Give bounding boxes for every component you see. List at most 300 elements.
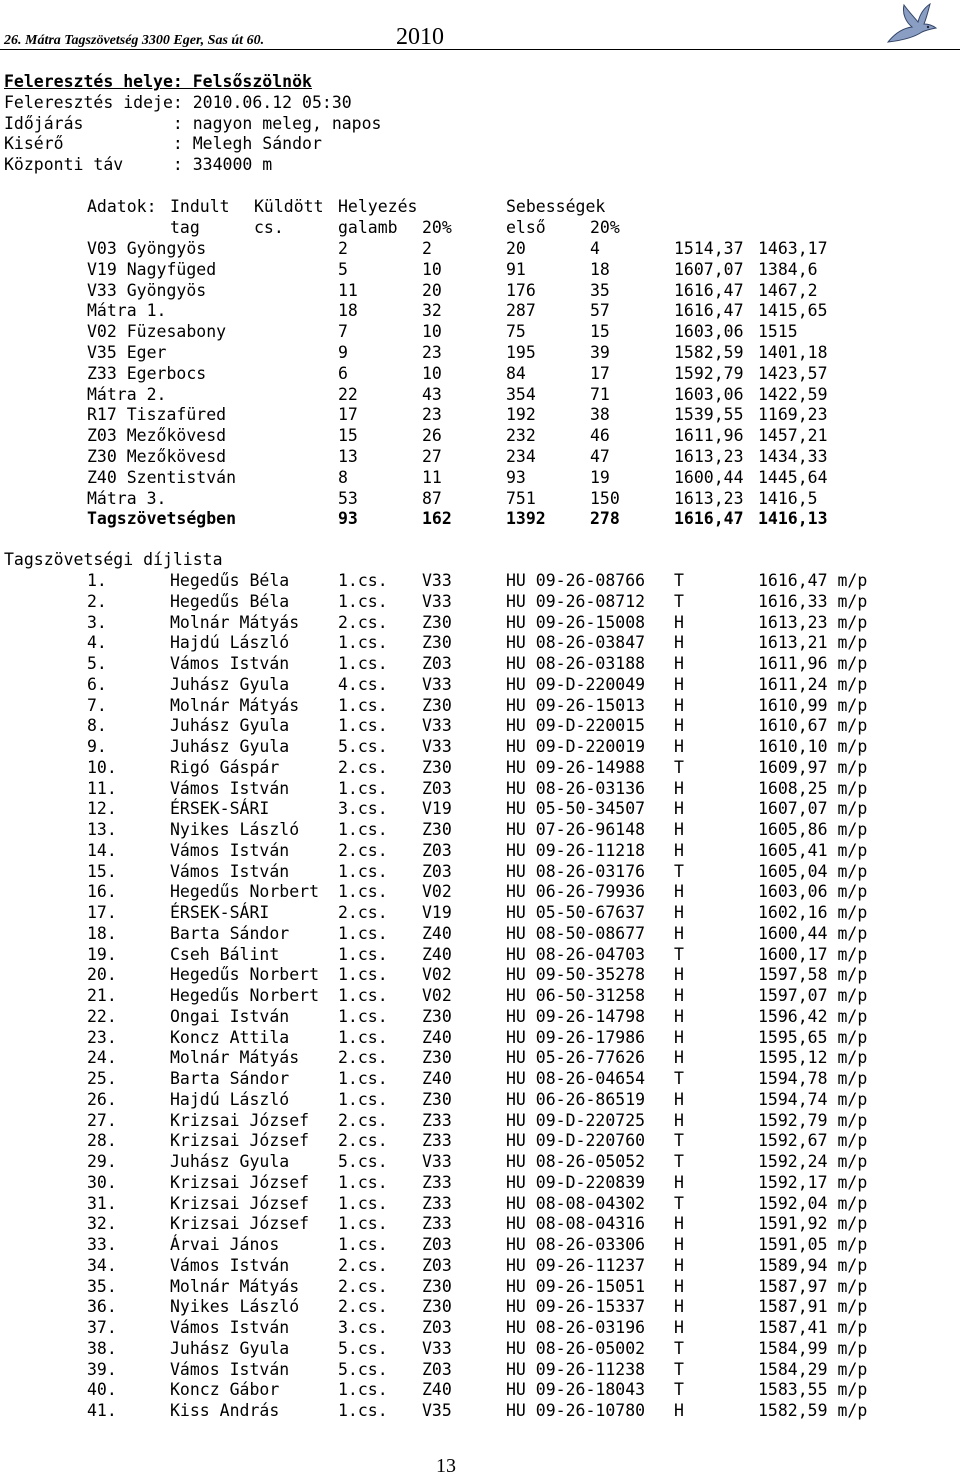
prizelist-cell-cs: 2.cs. [338,903,388,922]
prizelist-cell-rank: 41. [87,1401,117,1420]
prizelist-cell-sex: H [674,1297,684,1317]
prizelist-cell-name: Juhász Gyula [170,674,290,694]
prizelist-cell-sex: T [674,1069,684,1088]
prizelist-cell-club: V33 [422,571,452,590]
prizelist-cell-cs: 2.cs. [338,1048,388,1068]
prizelist-cell-speed: 1610,99 m/p [758,695,868,715]
prizelist-cell-cs: 1.cs. [338,1235,388,1254]
prizelist-cell-speed: 1605,86 m/p [758,820,868,839]
prizelist-cell-speed: 1595,65 m/p [758,1027,868,1047]
prizelist-cell-rank: 9. [87,737,107,756]
summary-cell-galamb: 162 [422,509,452,529]
prizelist-cell-speed: 1587,41 m/p [758,1318,868,1337]
prizelist-cell-name: Barta Sándor [170,1069,290,1088]
col-head-tag: tag [170,218,200,237]
prizelist-cell-ring: HU 05-50-34507 [506,799,646,819]
prizelist-cell-cs: 1.cs. [338,1401,388,1420]
weather-line: Időjárás : nagyon meleg, napos [4,114,382,133]
prizelist-cell-sex: H [674,1089,684,1109]
summary-cell-name: Z40 Szentistván [87,467,237,487]
prizelist-cell-name: Juhász Gyula [170,737,290,756]
prizelist-cell-rank: 21. [87,986,117,1005]
prizelist-cell-sex: H [674,820,684,839]
prizelist-cell-speed: 1597,07 m/p [758,986,868,1005]
prizelist-cell-speed: 1591,92 m/p [758,1214,868,1234]
prizelist-cell-speed: 1600,17 m/p [758,944,868,964]
prizelist-cell-ring: HU 09-26-14988 [506,757,646,777]
prizelist-title: Tagszövetségi díjlista [4,550,223,569]
prizelist-cell-club: Z30 [422,633,452,653]
prizelist-cell-ring: HU 09-26-11218 [506,840,646,860]
prizelist-cell-ring: HU 08-08-04302 [506,1193,646,1213]
summary-cell-name: Mátra 2. [87,384,167,404]
prizelist-cell-speed: 1605,04 m/p [758,861,868,881]
prizelist-cell-ring: HU 06-50-31258 [506,986,646,1005]
prizelist-cell-rank: 4. [87,633,107,653]
summary-cell-name: Z33 Egerbocs [87,363,207,383]
prizelist-cell-sex: T [674,944,684,964]
prizelist-cell-speed: 1613,23 m/p [758,612,868,632]
summary-cell-first: 1616,47 [674,509,744,529]
prizelist-cell-club: Z30 [422,1048,452,1068]
prizelist-cell-sex: T [674,757,684,777]
prizelist-cell-rank: 32. [87,1214,117,1234]
col-head-galamb: galamb [338,218,398,237]
summary-cell-name: Z30 Mezőkövesd [87,447,227,466]
prizelist-cell-name: Krizsai József [170,1193,310,1213]
summary-cell-pl: 232 [506,426,536,446]
summary-cell-first: 1603,06 [674,322,744,342]
prizelist-cell-sex: T [674,1193,684,1213]
prizelist-cell-club: V35 [422,1401,452,1420]
prizelist-cell-rank: 15. [87,861,117,881]
prizelist-cell-cs: 2.cs. [338,1110,388,1130]
prizelist-cell-cs: 1.cs. [338,1006,388,1026]
prizelist-cell-name: Krizsai József [170,1214,310,1234]
prizelist-cell-speed: 1605,41 m/p [758,840,868,860]
prizelist-cell-rank: 35. [87,1276,117,1296]
prizelist-cell-name: Krizsai József [170,1172,310,1192]
prizelist-cell-speed: 1594,78 m/p [758,1069,868,1088]
col-head-kuldott: Küldött [254,197,324,216]
summary-cell-name: Mátra 1. [87,301,167,321]
prizelist-cell-ring: HU 08-26-04654 [506,1069,646,1088]
summary-cell-s20: 1423,57 [758,363,828,383]
prizelist-cell-speed: 1592,24 m/p [758,1152,868,1171]
summary-cell-p20: 278 [590,509,620,529]
prizelist-cell-speed: 1592,79 m/p [758,1110,868,1130]
prizelist-cell-club: Z30 [422,1089,452,1109]
prizelist-cell-rank: 11. [87,778,117,798]
summary-cell-s20: 1169,23 [758,405,828,425]
prizelist-cell-club: Z30 [422,1276,452,1296]
prizelist-cell-club: V33 [422,591,452,611]
prizelist-cell-ring: HU 09-26-15337 [506,1297,646,1317]
prizelist-cell-rank: 39. [87,1359,117,1379]
prizelist-cell-name: Nyikes László [170,1297,300,1317]
prizelist-cell-name: Koncz Attila [170,1027,290,1047]
prizelist-cell-speed: 1597,58 m/p [758,965,868,985]
summary-cell-s20: 1515 [758,322,798,342]
prizelist-cell-speed: 1613,21 m/p [758,633,868,653]
prizelist-cell-sex: H [674,1255,684,1275]
prizelist-cell-cs: 5.cs. [338,1338,388,1358]
prizelist-cell-name: Koncz Gábor [170,1380,280,1400]
prizelist-cell-sex: H [674,1214,684,1234]
prizelist-cell-cs: 1.cs. [338,1089,388,1109]
prizelist-cell-rank: 2. [87,591,107,611]
summary-cell-p20: 18 [590,259,610,279]
header-text: 26. Mátra Tagszövetség 3300 Eger, Sas út 60. [4,33,265,48]
prizelist-cell-ring: HU 09-26-15013 [506,695,646,715]
prizelist-cell-club: Z40 [422,1027,452,1047]
summary-cell-pl: 91 [506,259,526,279]
prizelist-cell-speed: 1589,94 m/p [758,1255,868,1275]
prizelist-cell-ring: HU 09-26-08766 [506,571,646,590]
prizelist-cell-sex: H [674,986,684,1005]
summary-cell-sent: 13 [338,447,358,466]
prizelist-cell-name: Hegedűs Norbert [170,965,320,985]
prizelist-cell-club: Z03 [422,1318,452,1337]
prizelist-cell-rank: 36. [87,1297,117,1317]
prizelist-cell-club: Z33 [422,1110,452,1130]
prizelist-cell-speed: 1587,91 m/p [758,1297,868,1317]
prizelist-cell-rank: 16. [87,882,117,902]
prizelist-cell-ring: HU 08-26-03188 [506,654,646,673]
prizelist-cell-cs: 4.cs. [338,674,388,694]
prizelist-cell-speed: 1603,06 m/p [758,882,868,902]
summary-cell-s20: 1463,17 [758,239,828,258]
prizelist-cell-rank: 10. [87,757,117,777]
summary-cell-first: 1616,47 [674,280,744,300]
prizelist-cell-speed: 1609,97 m/p [758,757,868,777]
prizelist-cell-cs: 1.cs. [338,716,388,736]
summary-cell-pl: 176 [506,280,536,300]
prizelist-cell-rank: 38. [87,1338,117,1358]
prizelist-cell-cs: 1.cs. [338,1027,388,1047]
prizelist-cell-cs: 1.cs. [338,820,388,839]
release-time: Feleresztés ideje: 2010.06.12 05:30 [4,93,352,112]
col-head-speed-20pct: 20% [590,218,620,237]
prizelist-cell-rank: 20. [87,965,117,985]
prizelist-cell-name: Hegedűs Béla [170,571,290,590]
summary-cell-name: V35 Eger [87,343,167,362]
prizelist-cell-sex: H [674,1110,684,1130]
prizelist-cell-cs: 2.cs. [338,1276,388,1296]
prizelist-cell-cs: 1.cs. [338,1380,388,1400]
prizelist-cell-club: Z30 [422,695,452,715]
prizelist-cell-ring: HU 09-D-220760 [506,1131,646,1151]
col-head-cs: cs. [254,218,284,237]
prizelist-cell-sex: T [674,1152,684,1171]
prizelist-cell-sex: H [674,695,684,715]
prizelist-cell-rank: 1. [87,571,107,590]
prizelist-cell-sex: H [674,965,684,985]
summary-cell-pl: 1392 [506,509,546,529]
summary-cell-name: Z03 Mezőkövesd [87,426,227,446]
col-head-adatok: Adatok: [87,197,157,216]
summary-cell-p20: 4 [590,239,600,258]
prizelist-cell-ring: HU 07-26-96148 [506,820,646,839]
prizelist-cell-name: Hegedűs Norbert [170,882,320,902]
summary-cell-name: V19 Nagyfüged [87,259,217,279]
prizelist-cell-name: Hegedűs Norbert [170,986,320,1005]
prizelist-cell-club: Z03 [422,654,452,673]
summary-cell-s20: 1416,5 [758,488,818,508]
prizelist-cell-cs: 1.cs. [338,654,388,673]
summary-cell-sent: 2 [338,239,348,258]
prizelist-cell-rank: 37. [87,1318,117,1337]
prizelist-cell-club: V33 [422,716,452,736]
prizelist-cell-ring: HU 09-26-11238 [506,1359,646,1379]
col-head-sebessegek: Sebességek [506,197,606,216]
prizelist-cell-sex: T [674,571,684,590]
summary-cell-name: Mátra 3. [87,488,167,508]
prizelist-cell-name: Vámos István [170,840,290,860]
summary-cell-galamb: 10 [422,322,442,342]
summary-cell-sent: 5 [338,259,348,279]
prizelist-cell-cs: 2.cs. [338,840,388,860]
summary-cell-pl: 287 [506,301,536,321]
prizelist-cell-cs: 1.cs. [338,695,388,715]
prizelist-cell-club: Z03 [422,840,452,860]
prizelist-cell-speed: 1584,29 m/p [758,1359,868,1379]
prizelist-cell-sex: T [674,591,684,611]
prizelist-cell-speed: 1595,12 m/p [758,1048,868,1068]
release-place: Feleresztés helye: Felsőszölnök [4,72,312,91]
prizelist-cell-speed: 1610,10 m/p [758,737,868,756]
prizelist-cell-ring: HU 09-26-17986 [506,1027,646,1047]
prizelist-cell-club: Z30 [422,757,452,777]
summary-cell-first: 1582,59 [674,343,744,362]
prizelist-cell-name: Vámos István [170,1255,290,1275]
summary-cell-p20: 15 [590,322,610,342]
prizelist-cell-ring: HU 09-26-15051 [506,1276,646,1296]
pigeon-icon [884,2,938,46]
summary-cell-s20: 1434,33 [758,447,828,466]
prizelist-cell-club: V02 [422,882,452,902]
prizelist-cell-name: Vámos István [170,861,290,881]
prizelist-cell-sex: H [674,716,684,736]
prizelist-cell-club: V02 [422,986,452,1005]
prizelist-cell-cs: 2.cs. [338,1255,388,1275]
prizelist-cell-name: Juhász Gyula [170,1152,290,1171]
summary-cell-first: 1616,47 [674,301,744,321]
summary-cell-sent: 7 [338,322,348,342]
summary-cell-s20: 1416,13 [758,509,828,529]
prizelist-cell-ring: HU 08-50-08677 [506,923,646,943]
summary-cell-name: V03 Gyöngyös [87,239,207,258]
prizelist-cell-club: Z03 [422,1359,452,1379]
prizelist-cell-name: Rigó Gáspár [170,757,280,777]
prizelist-cell-cs: 3.cs. [338,799,388,819]
prizelist-cell-club: V02 [422,965,452,985]
summary-cell-pl: 84 [506,363,526,383]
prizelist-cell-name: Molnár Mátyás [170,695,300,715]
prizelist-cell-name: Krizsai József [170,1131,310,1151]
summary-cell-galamb: 87 [422,488,442,508]
prizelist-cell-name: Juhász Gyula [170,716,290,736]
summary-cell-sent: 22 [338,384,358,404]
summary-cell-p20: 35 [590,280,610,300]
summary-cell-pl: 234 [506,447,536,466]
summary-cell-p20: 57 [590,301,610,321]
summary-cell-first: 1613,23 [674,447,744,466]
prizelist-cell-sex: H [674,654,684,673]
summary-cell-sent: 6 [338,363,348,383]
prizelist-cell-sex: H [674,1401,684,1420]
prizelist-cell-ring: HU 08-26-03176 [506,861,646,881]
prizelist-cell-ring: HU 05-26-77626 [506,1048,646,1068]
summary-cell-p20: 71 [590,384,610,404]
prizelist-cell-rank: 8. [87,716,107,736]
summary-cell-galamb: 26 [422,426,442,446]
prizelist-cell-ring: HU 09-D-220019 [506,737,646,756]
distance-line: Központi táv : 334000 m [4,155,273,174]
summary-cell-galamb: 43 [422,384,442,404]
prizelist-cell-sex: H [674,1048,684,1068]
summary-cell-s20: 1467,2 [758,280,818,300]
summary-cell-pl: 195 [506,343,536,362]
prizelist-cell-rank: 22. [87,1006,117,1026]
summary-cell-galamb: 20 [422,280,442,300]
prizelist-cell-name: Nyikes László [170,820,300,839]
prizelist-cell-rank: 25. [87,1069,117,1088]
prizelist-cell-sex: H [674,840,684,860]
prizelist-cell-rank: 18. [87,923,117,943]
prizelist-cell-cs: 1.cs. [338,861,388,881]
prizelist-cell-speed: 1592,04 m/p [758,1193,868,1213]
prizelist-cell-cs: 2.cs. [338,1297,388,1317]
prizelist-cell-ring: HU 08-26-05052 [506,1152,646,1171]
prizelist-cell-sex: H [674,1006,684,1026]
summary-cell-name: R17 Tiszafüred [87,405,227,425]
prizelist-cell-name: Juhász Gyula [170,1338,290,1358]
prizelist-cell-rank: 6. [87,674,107,694]
prizelist-cell-club: V33 [422,737,452,756]
prizelist-cell-ring: HU 06-26-79936 [506,882,646,902]
prizelist-cell-rank: 14. [87,840,117,860]
prizelist-cell-ring: HU 08-26-03136 [506,778,646,798]
prizelist-cell-name: Hajdú László [170,633,290,653]
prizelist-cell-sex: T [674,1131,684,1151]
summary-cell-pl: 192 [506,405,536,425]
prizelist-cell-club: Z03 [422,778,452,798]
prizelist-cell-sex: H [674,737,684,756]
summary-cell-first: 1592,79 [674,363,744,383]
prizelist-cell-speed: 1591,05 m/p [758,1235,868,1254]
prizelist-cell-sex: H [674,903,684,922]
prizelist-cell-speed: 1616,33 m/p [758,591,868,611]
summary-cell-sent: 17 [338,405,358,425]
prizelist-cell-cs: 1.cs. [338,944,388,964]
summary-cell-pl: 93 [506,467,526,487]
summary-cell-name: Tagszövetségben [87,509,237,529]
prizelist-cell-sex: H [674,1276,684,1296]
summary-cell-p20: 19 [590,467,610,487]
prizelist-cell-speed: 1596,42 m/p [758,1006,868,1026]
prizelist-cell-ring: HU 09-26-15008 [506,612,646,632]
prizelist-cell-cs: 5.cs. [338,1359,388,1379]
prizelist-cell-ring: HU 09-26-11237 [506,1255,646,1275]
prizelist-cell-name: Vámos István [170,1318,290,1337]
prizelist-cell-rank: 26. [87,1089,117,1109]
prizelist-cell-cs: 1.cs. [338,1193,388,1213]
prizelist-cell-name: Vámos István [170,778,290,798]
prizelist-cell-club: Z03 [422,1235,452,1254]
prizelist-cell-rank: 31. [87,1193,117,1213]
summary-cell-sent: 11 [338,280,358,300]
summary-cell-first: 1600,44 [674,467,744,487]
prizelist-cell-name: Krizsai József [170,1110,310,1130]
summary-cell-name: V33 Gyöngyös [87,280,207,300]
prizelist-cell-club: Z30 [422,820,452,839]
summary-cell-pl: 751 [506,488,536,508]
prizelist-cell-club: Z03 [422,861,452,881]
page-number: 13 [436,1455,456,1477]
prizelist-cell-sex: H [674,633,684,653]
col-head-indult: Indult [170,197,230,216]
prizelist-cell-rank: 34. [87,1255,117,1275]
prizelist-cell-speed: 1594,74 m/p [758,1089,868,1109]
prizelist-cell-club: V33 [422,674,452,694]
prizelist-cell-ring: HU 08-26-03306 [506,1235,646,1254]
prizelist-cell-rank: 12. [87,799,117,819]
prizelist-cell-ring: HU 09-D-220839 [506,1172,646,1192]
prizelist-cell-rank: 28. [87,1131,117,1151]
prizelist-cell-ring: HU 08-26-03847 [506,633,646,653]
prizelist-cell-speed: 1592,17 m/p [758,1172,868,1192]
prizelist-cell-speed: 1608,25 m/p [758,778,868,798]
prizelist-cell-rank: 40. [87,1380,117,1400]
summary-cell-pl: 75 [506,322,526,342]
prizelist-cell-speed: 1611,96 m/p [758,654,868,673]
prizelist-cell-sex: H [674,674,684,694]
col-head-20pct: 20% [422,218,452,237]
prizelist-cell-club: Z40 [422,923,452,943]
summary-cell-s20: 1445,64 [758,467,828,487]
summary-cell-first: 1613,23 [674,488,744,508]
prizelist-cell-rank: 17. [87,903,117,922]
prizelist-cell-name: Barta Sándor [170,923,290,943]
prizelist-cell-sex: H [674,1235,684,1254]
prizelist-cell-cs: 1.cs. [338,923,388,943]
prizelist-cell-cs: 1.cs. [338,633,388,653]
prizelist-cell-speed: 1607,07 m/p [758,799,868,819]
header-year: 2010 [396,24,444,50]
prizelist-cell-cs: 1.cs. [338,986,388,1005]
prizelist-cell-cs: 5.cs. [338,737,388,756]
summary-cell-sent: 15 [338,426,358,446]
prizelist-cell-cs: 2.cs. [338,612,388,632]
prizelist-cell-ring: HU 09-26-18043 [506,1380,646,1400]
escort-line: Kisérő : Melegh Sándor [4,134,322,153]
prizelist-cell-club: Z33 [422,1214,452,1234]
summary-cell-s20: 1457,21 [758,426,828,446]
prizelist-cell-cs: 1.cs. [338,965,388,985]
summary-cell-p20: 38 [590,405,610,425]
prizelist-cell-rank: 5. [87,654,107,673]
prizelist-cell-speed: 1600,44 m/p [758,923,868,943]
prizelist-cell-rank: 23. [87,1027,117,1047]
col-head-helyezes: Helyezés [338,197,418,216]
prizelist-cell-sex: H [674,799,684,819]
prizelist-cell-name: Molnár Mátyás [170,1048,300,1068]
prizelist-cell-club: Z30 [422,1297,452,1317]
prizelist-cell-ring: HU 09-50-35278 [506,965,646,985]
summary-cell-galamb: 23 [422,343,442,362]
summary-cell-pl: 20 [506,239,526,258]
